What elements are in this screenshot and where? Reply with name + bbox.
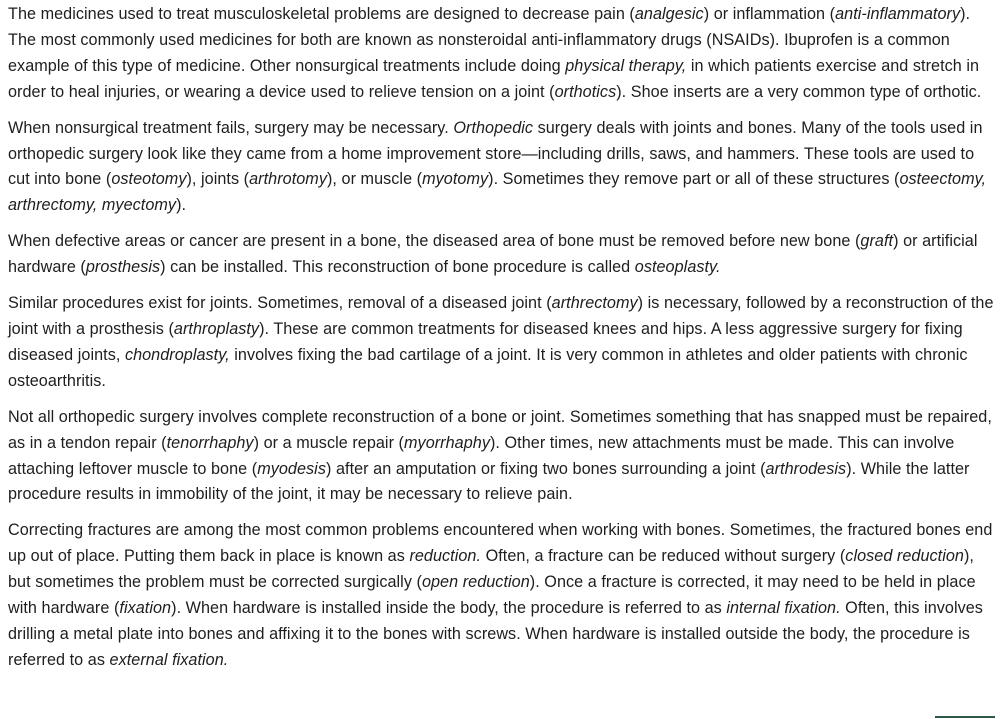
italic-term: internal fixation.	[726, 599, 841, 618]
text-run: ). Shoe inserts are a very common type of orthotic.	[616, 82, 982, 101]
italic-term: osteectomy, arthrectomy, myectomy	[8, 170, 987, 215]
text-run: ). These are common treatments for diseased knees and hips. A less aggressive surgery for fixing diseased joints,	[8, 319, 963, 364]
text-run: ). When hardware is installed inside the body, the procedure is referred to as	[171, 599, 727, 618]
text-run: ). Other times, new attachments must be made. This can involve attaching leftover muscle to bone (	[8, 433, 955, 478]
paragraph-orthopedic-surgery	[8, 116, 998, 220]
paragraph-osteoplasty	[8, 229, 998, 281]
text-run: in which patients exercise and stretch in order to heal injuries, or wearing a device used to relieve tension on a joint (	[8, 56, 980, 101]
text-run: The medicines used to treat musculoskeletal problems are designed to decrease pain (	[8, 5, 635, 23]
text-run: When nonsurgical treatment fails, surgery may be necessary.	[8, 118, 454, 137]
text-run: Often, a fracture can be reduced without surgery (	[481, 547, 846, 566]
italic-term: tenorrhaphy	[166, 433, 254, 452]
italic-term: arthrectomy	[551, 294, 638, 313]
italic-term: myorrhaphy	[404, 433, 490, 452]
italic-term: anti-inflammatory	[835, 5, 961, 23]
text-run: Similar procedures exist for joints. Sometimes, removal of a diseased joint (	[8, 294, 552, 313]
italic-term: analgesic	[634, 5, 704, 23]
text-run: ) or inflammation (	[703, 5, 836, 23]
text-run: ) is necessary, followed by a reconstruction of the joint with a prosthesis (	[8, 294, 994, 338]
text-run: surgery deals with joints and bones. Many of the tools used in orthopedic surgery look like they came from a home improvement store—including drills, saws, and hammers. These tools are used to cut into bone (	[8, 118, 983, 189]
text-run: ). The most commonly used medicines for both are known as nonsteroidal anti-inflammatory drugs (NSAIDs). Ibuprofen is a common example of this type of medicine. Other nonsurgical treatments include doing	[8, 5, 971, 75]
italic-term: graft	[860, 232, 894, 251]
text-run: ). While the latter procedure results in immobility of the joint, it may be necessary to relieve pain.	[8, 459, 970, 504]
text-run: ), or muscle (	[326, 170, 423, 189]
text-run: ). Once a fracture is corrected, it may need to be held in place with hardware (	[8, 573, 976, 618]
italic-term: open reduction	[421, 573, 530, 592]
italic-term: arthroplasty	[173, 319, 260, 338]
paragraph-joint-procedures	[8, 291, 998, 395]
text-run: Correcting fractures are among the most common problems encountered when working with bones. Sometimes, the fractured bones end up out of place. Putting them back in place is known as	[8, 521, 993, 566]
text-run: ) after an amputation or fixing two bones surrounding a joint (	[325, 459, 766, 478]
paragraph-repairs-and-attachments	[8, 405, 998, 509]
italic-term: arthrotomy	[249, 170, 327, 189]
italic-term: osteotomy	[111, 170, 187, 189]
text-run: Not all orthopedic surgery involves complete reconstruction of a bone or joint. Sometimes something that has snapped must be repaired, as in a tendon repair (	[8, 407, 992, 452]
text-run: ) can be installed. This reconstruction of bone procedure is called	[160, 258, 635, 277]
document-body	[8, 2, 998, 684]
text-run: ), joints (	[186, 170, 250, 189]
bottom-accent-rule	[935, 716, 995, 718]
italic-term: arthrodesis	[765, 459, 847, 478]
italic-term: fixation	[119, 599, 172, 618]
italic-term: myodesis	[257, 459, 326, 478]
text-run: When defective areas or cancer are present in a bone, the diseased area of bone must be removed before new bone (	[8, 232, 861, 251]
text-run: ), but sometimes the problem must be corrected surgically (	[8, 547, 974, 592]
italic-term: physical therapy,	[565, 56, 687, 75]
italic-term: prosthesis	[85, 258, 161, 277]
italic-term: myotomy	[422, 170, 489, 189]
italic-term: osteoplasty.	[634, 258, 721, 277]
paragraph-nsaids-and-nonsurgical	[8, 2, 998, 106]
italic-term: closed reduction	[845, 547, 964, 566]
text-run: ) or artificial hardware (	[8, 232, 978, 277]
italic-term: chondroplasty,	[124, 345, 230, 364]
text-run: ).	[176, 196, 187, 215]
text-run: ). Sometimes they remove part or all of these structures (	[488, 170, 900, 189]
italic-term: reduction.	[409, 547, 482, 566]
paragraph-fractures	[8, 518, 998, 673]
italic-term: external fixation.	[109, 650, 229, 669]
italic-term: Orthopedic	[453, 118, 534, 137]
italic-term: orthotics	[554, 82, 617, 101]
text-run: ) or a muscle repair (	[253, 433, 405, 452]
text-run: Often, this involves drilling a metal plate into bones and affixing it to the bones with screws. When hardware is installed outside the body, the procedure is referred to as	[8, 599, 983, 669]
text-run: involves fixing the bad cartilage of a joint. It is very common in athletes and older patients with chronic osteoarthritis.	[8, 345, 968, 390]
